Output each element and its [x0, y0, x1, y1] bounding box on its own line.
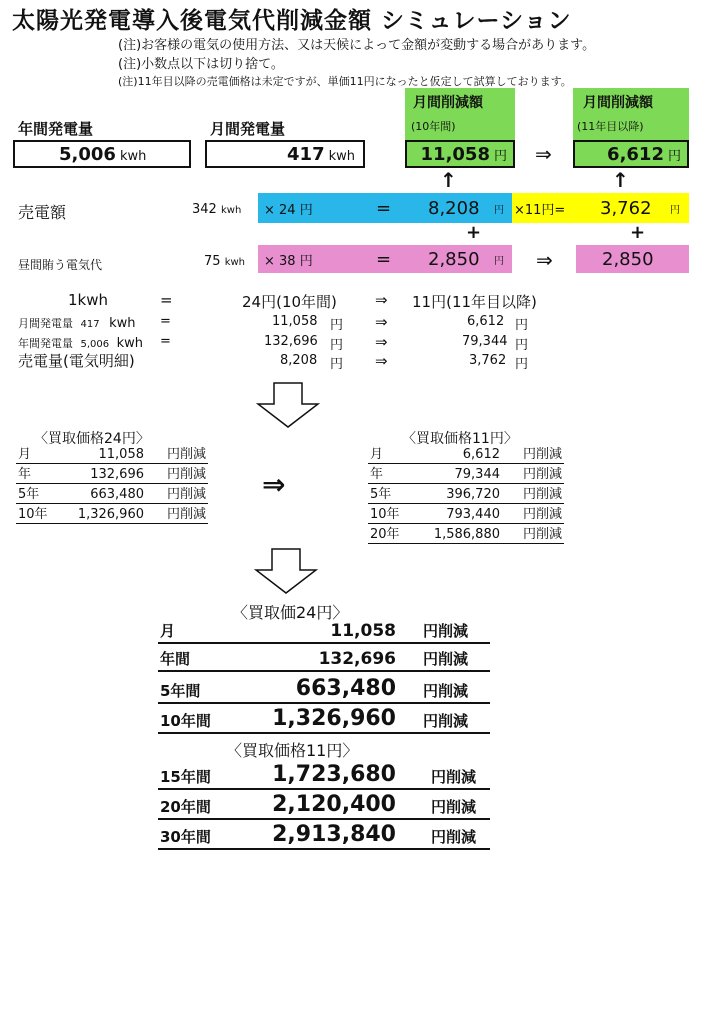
calc-arrow: ⇒: [375, 333, 388, 351]
calc-row-2-v1: 11,058: [272, 314, 318, 329]
reduction-after-value: 6,612: [607, 144, 664, 165]
monthly-unit: kwh: [328, 149, 355, 164]
amount: 11,058: [98, 447, 144, 462]
sell-times-price: × 24 円: [264, 202, 313, 218]
amount: 11,058: [330, 621, 396, 641]
period: 年: [18, 467, 32, 482]
unit: 円削減: [422, 622, 468, 640]
unit: 円削減: [430, 768, 476, 786]
period: 5年: [18, 487, 40, 502]
calc-row-2-unit: kwh: [109, 316, 136, 331]
amount: 2,120,400: [272, 792, 396, 817]
period: 20年間: [160, 798, 211, 816]
calc-yen: 円: [515, 338, 529, 353]
calc-row-3-unit: kwh: [116, 336, 144, 351]
table-row: [16, 445, 208, 464]
calc-arrow: ⇒: [375, 313, 388, 331]
calc-row-3-label: [18, 335, 143, 351]
monthly-value: 417: [287, 144, 325, 165]
calc-row-3-v2: 79,344: [462, 334, 508, 349]
calc-eq: =: [160, 291, 173, 309]
table-row: [158, 820, 490, 850]
note-1: (注)お客様の電気の使用方法、又は天候によって金額が変動する場合があります。: [118, 38, 596, 53]
amount: 132,696: [90, 467, 144, 482]
table-row: [158, 672, 490, 704]
reduction-after-header: [573, 88, 689, 140]
arrow-right-daytime: ⇒: [536, 248, 553, 272]
calc-yen: 円: [330, 357, 344, 372]
calc-row-3-sub: 5,006: [80, 339, 110, 350]
sell-after-band: [512, 193, 689, 223]
daytime-label: 昼間賄う電気代: [18, 258, 103, 272]
unit: 円削減: [422, 682, 468, 700]
yen-unit: 円: [493, 149, 507, 164]
table24-title: 〈買取価格24円〉: [34, 431, 150, 447]
period: 年: [370, 467, 384, 482]
daytime-band: [258, 245, 512, 273]
unit: 円削減: [522, 507, 562, 522]
annual-label: 年間発電量: [18, 120, 94, 138]
calc-row-2-v2: 6,612: [467, 314, 505, 329]
unit: 円削減: [166, 467, 206, 482]
calc-row-2-sub: 417: [80, 319, 100, 330]
daytime-after-band: [576, 245, 689, 273]
amount: 663,480: [295, 676, 396, 701]
table-row: [368, 525, 564, 544]
table-row: [158, 620, 490, 644]
period: 20年: [370, 527, 400, 542]
amount: 2,913,840: [272, 822, 396, 847]
sell-kwh-unit: kwh: [220, 205, 242, 216]
calc-row-1-v2: 11円(11年目以降): [412, 293, 537, 311]
calc-yen: 円: [330, 338, 344, 353]
unit: 円削減: [422, 712, 468, 730]
period: 5年間: [160, 682, 201, 700]
unit: 円削減: [166, 487, 206, 502]
amount: 793,440: [446, 507, 500, 522]
amount: 1,326,960: [77, 507, 144, 522]
period: 30年間: [160, 828, 211, 846]
calc-row-3-title: 年間発電量: [18, 337, 73, 350]
daytime-yen: 円: [494, 255, 504, 267]
sell-kwh-value: 342: [192, 202, 217, 217]
unit: 円削減: [430, 828, 476, 846]
amount: 1,723,680: [272, 762, 396, 787]
sell-after-yen: 円: [670, 204, 680, 216]
table-row: [368, 445, 564, 464]
reduction-after-box: [573, 140, 689, 168]
arrow-right-icon: ⇒: [262, 468, 286, 501]
annual-unit: kwh: [119, 149, 147, 164]
calc-row-1-v1: 24円(10年間): [242, 293, 337, 311]
page-title: 太陽光発電導入後電気代削減金額 シミュレーション: [12, 8, 572, 34]
period: 月: [160, 622, 176, 640]
plus-icon: +: [466, 222, 482, 243]
arrow-right-summary: ⇒: [535, 142, 552, 166]
reduction-10y-box: [405, 140, 515, 168]
table-row: [368, 485, 564, 504]
down-arrow-icon: [256, 382, 320, 428]
calc-row-3-v1: 132,696: [264, 334, 318, 349]
table-row: [368, 505, 564, 524]
yen-unit: 円: [667, 149, 681, 164]
reduction-after-sub: (11年目以降): [577, 120, 644, 133]
sell-amount: 8,208: [428, 197, 480, 219]
unit: 円削減: [166, 507, 206, 522]
table-row: [16, 505, 208, 524]
table-row: [158, 790, 490, 820]
calc-row-2-label: [18, 315, 136, 331]
sell-amount-after: 3,762: [600, 197, 652, 219]
calc-eq: =: [160, 334, 171, 349]
annual-value: 5,006: [59, 144, 116, 165]
sell-times11: ×11円=: [514, 202, 566, 218]
big24-title: 〈買取価24円〉: [232, 603, 349, 622]
daytime-kwh-unit: kwh: [224, 257, 245, 268]
period: 10年: [370, 507, 400, 522]
amount: 132,696: [318, 649, 396, 669]
monthly-label: 月間発電量: [210, 120, 286, 138]
unit: 円削減: [522, 467, 562, 482]
period: 5年: [370, 487, 392, 502]
plus-icon: +: [630, 222, 646, 243]
calc-yen: 円: [330, 318, 344, 333]
sell-equals: =: [376, 197, 392, 219]
daytime-amount: 2,850: [428, 248, 480, 270]
up-arrow-icon: ↑: [440, 168, 457, 192]
daytime-amount-after: 2,850: [602, 248, 654, 270]
amount: 663,480: [90, 487, 144, 502]
table11-title: 〈買取価格11円〉: [402, 431, 518, 447]
daytime-kwh-value: 75: [204, 254, 221, 269]
calc-row-2-title: 月間発電量: [18, 317, 73, 330]
sell-label: 売電額: [18, 203, 67, 222]
reduction-10y-title: 月間削減額: [413, 95, 483, 111]
period: 10年間: [160, 712, 211, 730]
reduction-after-title: 月間削減額: [583, 95, 653, 111]
calc-row-4-v1: 8,208: [280, 353, 318, 368]
sell-band: [258, 193, 512, 223]
table-row: [158, 704, 490, 734]
table-row: [158, 646, 490, 672]
calc-arrow: ⇒: [375, 352, 388, 370]
unit: 円削減: [166, 447, 206, 462]
big11-title: 〈買取価格11円〉: [226, 741, 359, 760]
calc-row-1-label: 1kwh: [68, 291, 109, 309]
table-row: [16, 485, 208, 504]
note-3: (注)11年目以降の売電価格は未定ですが、単価11円になったと仮定して試算しております。: [118, 75, 572, 88]
sell-yen: 円: [494, 204, 504, 216]
period: 月: [18, 447, 32, 462]
calc-eq: =: [160, 314, 171, 329]
up-arrow-icon: ↑: [612, 168, 629, 192]
calc-arrow: ⇒: [375, 291, 388, 309]
unit: 円削減: [522, 447, 562, 462]
period: 年間: [160, 650, 191, 668]
period: 10年: [18, 507, 48, 522]
annual-box: [13, 140, 191, 168]
daytime-times-price: × 38 円: [264, 253, 313, 269]
table-row: [158, 758, 490, 790]
amount: 1,586,880: [433, 527, 500, 542]
calc-row-4-v2: 3,762: [469, 353, 507, 368]
calc-yen: 円: [515, 357, 529, 372]
daytime-kwh: [204, 254, 245, 269]
down-arrow-icon: [254, 548, 318, 594]
amount: 6,612: [462, 447, 500, 462]
period: 15年間: [160, 768, 211, 786]
amount: 1,326,960: [272, 706, 396, 731]
calc-row-4-label: 売電量(電気明細): [18, 352, 135, 370]
amount: 79,344: [454, 467, 500, 482]
sell-kwh: [192, 202, 241, 217]
unit: 円削減: [522, 527, 562, 542]
unit: 円削減: [422, 650, 468, 668]
unit: 円削減: [522, 487, 562, 502]
reduction-10y-value: 11,058: [420, 144, 490, 165]
note-2: (注)小数点以下は切り捨て。: [118, 57, 284, 72]
table-row: [16, 465, 208, 484]
period: 月: [370, 447, 384, 462]
calc-yen: 円: [515, 318, 529, 333]
unit: 円削減: [430, 798, 476, 816]
amount: 396,720: [446, 487, 500, 502]
reduction-10y-header: [405, 88, 515, 140]
monthly-box: [205, 140, 365, 168]
reduction-10y-sub: (10年間): [411, 120, 456, 133]
table-row: [368, 465, 564, 484]
daytime-equals: =: [376, 248, 392, 270]
